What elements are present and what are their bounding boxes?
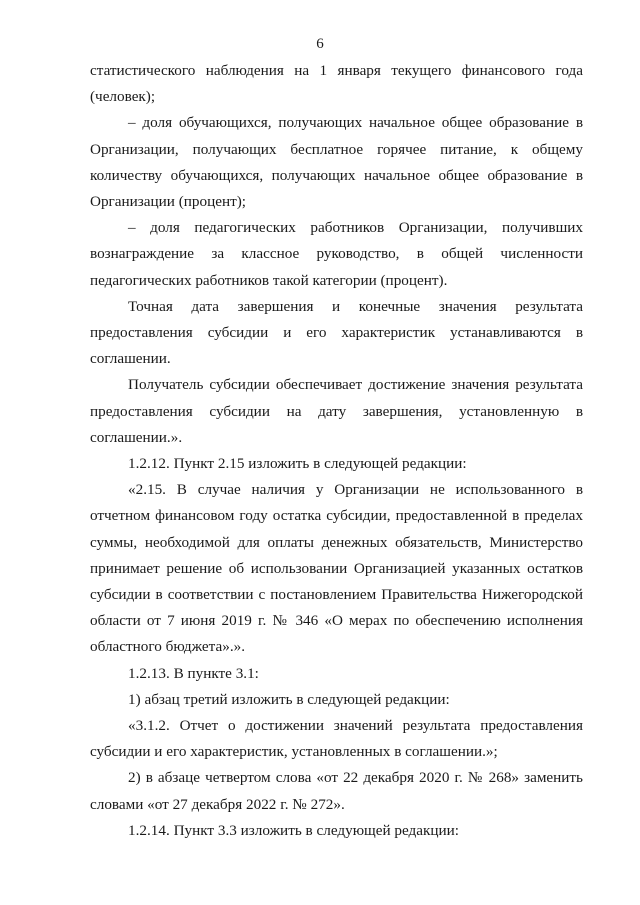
document-body <box>90 58 583 844</box>
paragraph-5: Получатель субсидии обеспечивает достижение значения результата предоставления субсидии на дату завершения, установленную в соглашении.». <box>90 376 583 446</box>
paragraph-9: 1) абзац третий изложить в следующей редакции: <box>128 690 450 708</box>
paragraph-11: 2) в абзаце четвертом слова «от 22 декабря 2020 г. № 268» заменить словами «от 27 декабря 2022 г. № 272». <box>90 769 583 813</box>
paragraph-3: – доля педагогических работников Организации, получивших вознаграждение за классное руководство, в общей численности педагогических работников такой категории (процент). <box>90 219 583 289</box>
paragraph-1: статистического наблюдения на 1 января текущего финансового года (человек); <box>90 62 583 106</box>
paragraph-6: 1.2.12. Пункт 2.15 изложить в следующей редакции: <box>128 455 467 473</box>
paragraph-10: «3.1.2. Отчет о достижении значений результата предоставления субсидии и его характеристик, установленных в соглашении.»; <box>90 717 583 761</box>
paragraph-7: «2.15. В случае наличия у Организации не использованного в отчетном финансовом году остатка субсидии, предоставленной в пределах суммы, необходимой для оплаты денежных обязательств, Министерство принимает решение об использовании Организацией указанных остатков субсидии в соответствии с постановлением Правительства Нижегородской области от 7 июня 2019 г. № 346 «О мерах по обеспечению исполнения областного бюджета».». <box>90 481 583 656</box>
paragraph-2: – доля обучающихся, получающих начальное общее образование в Организации, получающих бесплатное горячее питание, к общему количеству обучающихся, получающих начальное общее образование в Организации (процент); <box>90 114 583 211</box>
page-number: 6 <box>316 36 324 52</box>
paragraph-12: 1.2.14. Пункт 3.3 изложить в следующей редакции: <box>128 821 459 839</box>
paragraph-4: Точная дата завершения и конечные значения результата предоставления субсидии и его характеристик устанавливаются в соглашении. <box>90 297 583 368</box>
paragraph-8: 1.2.13. В пункте 3.1: <box>128 664 259 682</box>
